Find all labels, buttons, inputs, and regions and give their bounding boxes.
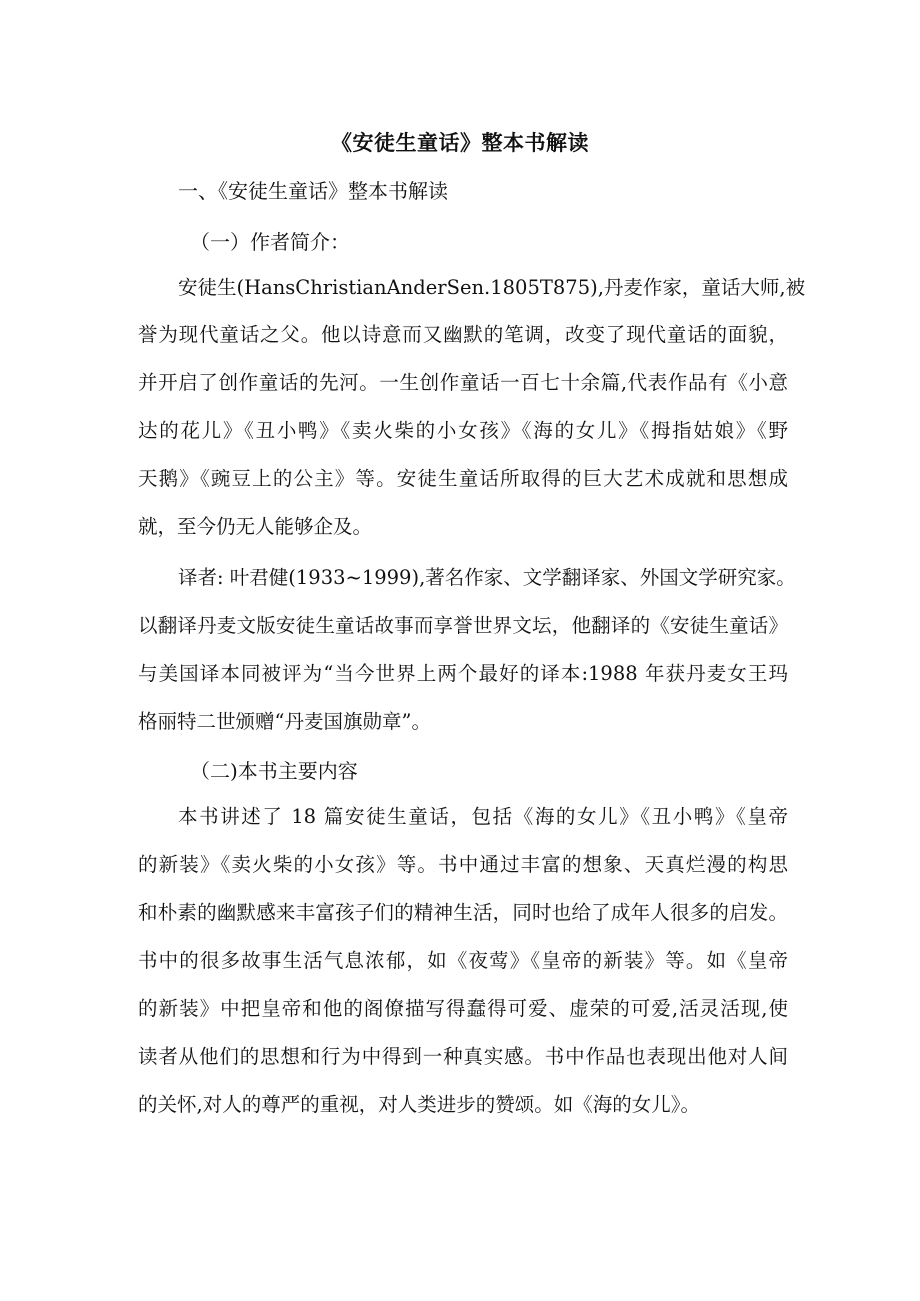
paragraph-line: 就，至今仍无人能够企及。 <box>138 515 373 538</box>
paragraph-line: 天鹅》《豌豆上的公主》等。安徒生童话所取得的巨大艺术成就和思想成 <box>138 467 788 490</box>
paragraph-line: 书中的很多故事生活气息浓郁，如《夜莺》《皇帝的新装》等。如《皇帝 <box>138 949 788 972</box>
paragraph-line: 的新装》《卖火柴的小女孩》等。书中通过丰富的想象、天真烂漫的构思 <box>138 853 788 876</box>
paragraph-line: 与美国译本同被评为“当今世界上两个最好的译本:1988 年获丹麦女王玛 <box>138 662 788 685</box>
paragraph-line: 达的花儿》《丑小鸭》《卖火柴的小女孩》《海的女儿》《拇指姑娘》《野 <box>138 419 788 442</box>
paragraph-line: 以翻译丹麦文版安徒生童话故事而享誉世界文坛，他翻译的《安徒生童话》 <box>138 614 788 637</box>
paragraph-line: 誉为现代童话之父。他以诗意而又幽默的笔调，改变了现代童话的面貌， <box>138 323 788 346</box>
subsection-heading-author: （一）作者简介： <box>190 230 350 254</box>
subsection-heading-content: （二)本书主要内容 <box>190 759 358 783</box>
paragraph-line: 读者从他们的思想和行为中得到一种真实感。书中作品也表现出他对人间 <box>138 1045 788 1068</box>
paragraph-line: 格丽特二世颁赠“丹麦国旗勋章”。 <box>138 710 431 733</box>
paragraph-line: 并开启了创作童话的先河。一生创作童话一百七十余篇,代表作品有《小意 <box>138 371 788 394</box>
paragraph-line: 安徒生(HansChristianAnderSen.1805T875),丹麦作家，童话大师,被 <box>178 276 806 299</box>
paragraph-line: 本书讲述了 18 篇安徒生童话，包括《海的女儿》《丑小鸭》《皇帝 <box>178 805 788 828</box>
paragraph-line: 的新装》中把皇帝和他的阁僚描写得蠢得可爱、虚荣的可爱,活灵活现,使 <box>138 997 788 1020</box>
paragraph-line: 译者: 叶君健(1933~1999),著名作家、文学翻译家、外国文学研究家。 <box>178 566 796 589</box>
document-title: 《安徒生童话》整本书解读 <box>331 131 589 155</box>
section-heading: 一、《安徒生童话》整本书解读 <box>178 179 448 203</box>
paragraph-line: 的关怀,对人的尊严的重视，对人类进步的赞颂。如《海的女儿》。 <box>138 1093 700 1116</box>
paragraph-line: 和朴素的幽默感来丰富孩子们的精神生活，同时也给了成年人很多的启发。 <box>138 901 788 924</box>
